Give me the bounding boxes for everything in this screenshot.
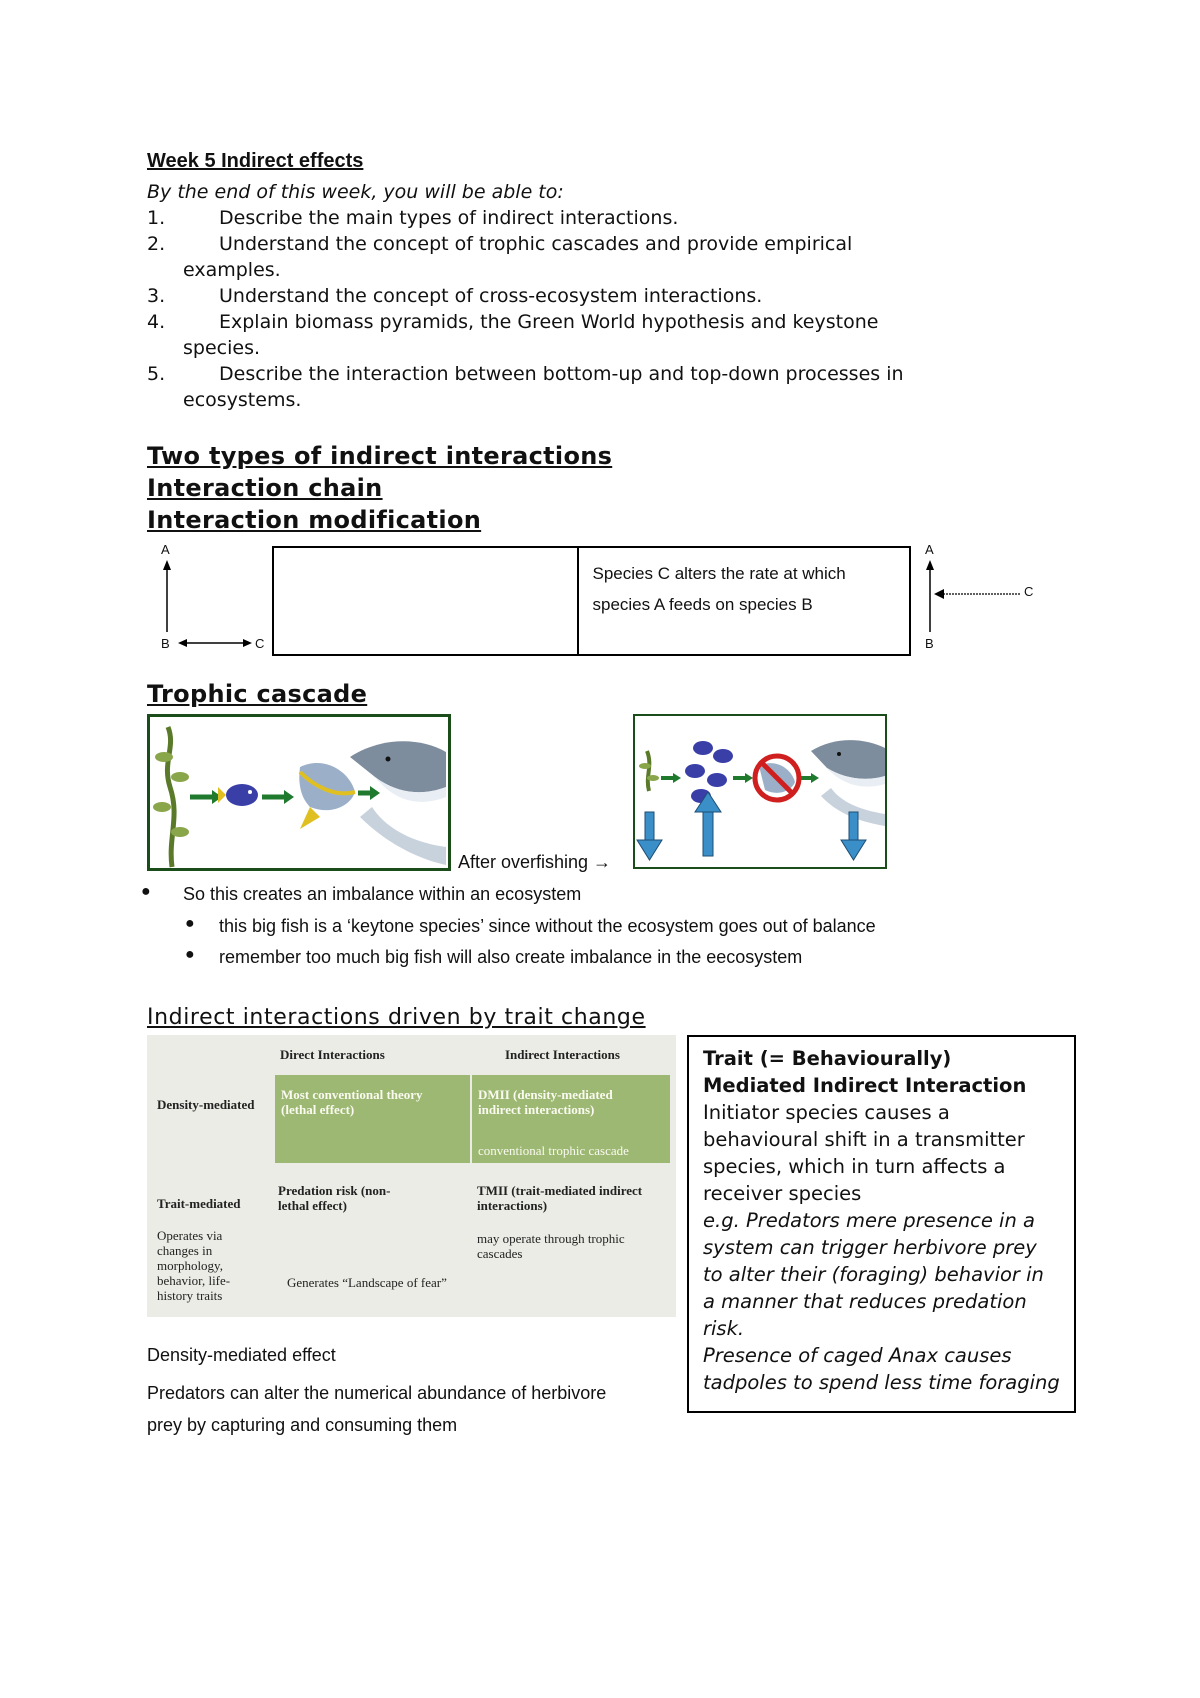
after-overfishing-label: After overfishing →: [458, 852, 612, 872]
heading-interaction-chain: Interaction chain: [147, 474, 383, 502]
bullet-dot: ●: [185, 915, 195, 932]
arrow-icon: [262, 790, 294, 804]
trait-note: Operates via changes in morphology, behavior, life-history traits: [157, 1228, 231, 1303]
bullet-dot: ●: [141, 883, 151, 900]
overfishing-illustration: [635, 716, 885, 867]
density-effect-title: Density-mediated effect: [147, 1345, 336, 1365]
no-tuna-icon: [755, 756, 799, 800]
label-a: A: [161, 542, 170, 557]
heading-interaction-modification: Interaction modification: [147, 506, 482, 534]
table-cell: Most conventional theory (lethal effect): [275, 1075, 470, 1163]
column-header: Direct Interactions: [280, 1047, 385, 1062]
heading-two-types: Two types of indirect interactions: [147, 442, 613, 470]
heading-trait-change: Indirect interactions driven by trait change: [147, 1005, 646, 1030]
overfishing-image: [633, 714, 887, 869]
food-chain-illustration: [150, 717, 448, 868]
trait-density-table-image: [147, 1035, 676, 1317]
table-cell: DMII (density-mediated indirect interactions) conventional trophic cascade: [472, 1075, 670, 1163]
table-cell: TMII (trait-mediated indirect interactions): [477, 1183, 643, 1213]
box-title: Trait (= Behaviourally): [703, 1047, 952, 1070]
objective-item: 1. Describe the main types of indirect interactions.: [147, 207, 679, 229]
density-effect-body: Predators can alter the numerical abundance of herbivore prey by capturing and consuming them: [147, 1383, 607, 1435]
arrow-icon: [661, 773, 681, 783]
interaction-chain-diagram: [152, 540, 272, 656]
table-footer: Generates “Landscape of fear”: [287, 1275, 447, 1290]
objective-item: 2. Understand the concept of trophic cascades and provide empirical examples.: [147, 233, 853, 281]
row-header: Trait-mediated: [157, 1196, 241, 1211]
arrow-icon: [358, 786, 380, 800]
arrow-icon: [801, 773, 819, 783]
kelp-icon: [639, 751, 659, 791]
chain-arrows: [152, 540, 272, 656]
label-c: C: [1024, 584, 1034, 599]
trophic-cascade-image: [147, 714, 451, 871]
table-cell: Predation risk (non-lethal effect): [278, 1183, 391, 1213]
objective-item: 4. Explain biomass pyramids, the Green World hypothesis and keystone species.: [147, 311, 879, 359]
row-header: Density-mediated: [157, 1097, 255, 1112]
list-item: ● remember too much big fish will also create imbalance in the eecosystem: [185, 946, 803, 967]
modification-description: Species C alters the rate at which species A feeds on species B: [577, 548, 910, 654]
intro-text: By the end of this week, you will be able to:: [147, 181, 564, 203]
table-cell: may operate through trophic cascades: [477, 1231, 625, 1261]
list-item: ● So this creates an imbalance within an ecosystem: [141, 883, 582, 904]
objective-item: 5. Describe the interaction between bottom-up and top-down processes in ecosystems.: [147, 363, 904, 411]
list-item: ● this big fish is a ‘keytone species’ since without the ecosystem goes out of balance: [185, 915, 876, 936]
label-a: A: [925, 542, 934, 557]
bullet-dot: ●: [185, 946, 195, 963]
shark-icon: [811, 740, 885, 826]
interaction-modification-diagram: [920, 540, 1040, 656]
shark-icon: [350, 741, 446, 865]
small-fish-icon: [218, 784, 258, 806]
label-b: B: [161, 636, 170, 651]
arrow-icon: [733, 773, 753, 783]
interaction-table: [272, 546, 911, 656]
label-c: C: [255, 636, 265, 651]
tuna-icon: [299, 763, 355, 829]
box-example: Presence of caged Anax causes tadpoles to spend less time foraging: [703, 1344, 1060, 1394]
box-title: Mediated Indirect Interaction: [703, 1074, 1027, 1097]
table-cell-empty: [274, 548, 577, 654]
objective-item: 3. Understand the concept of cross-ecosystem interactions.: [147, 285, 763, 307]
box-example: e.g. Predators mere presence in a system can trigger herbivore prey to alter their (foraging) behavior in a manner that reduces predation risk.: [703, 1209, 1044, 1340]
arrow-icon: [190, 790, 222, 804]
heading-trophic-cascade: Trophic cascade: [147, 680, 368, 708]
column-header: Indirect Interactions: [505, 1047, 620, 1062]
decrease-arrow-icon: [637, 812, 662, 860]
kelp-icon: [153, 727, 189, 867]
page-title: Week 5 Indirect effects: [147, 150, 364, 172]
modification-arrows: [920, 540, 1040, 656]
trait-mediated-box: [687, 1035, 1076, 1413]
label-b: B: [925, 636, 934, 651]
box-body: Initiator species causes a behavioural shift in a transmitter species, which in turn affects a receiver species: [703, 1101, 1025, 1205]
